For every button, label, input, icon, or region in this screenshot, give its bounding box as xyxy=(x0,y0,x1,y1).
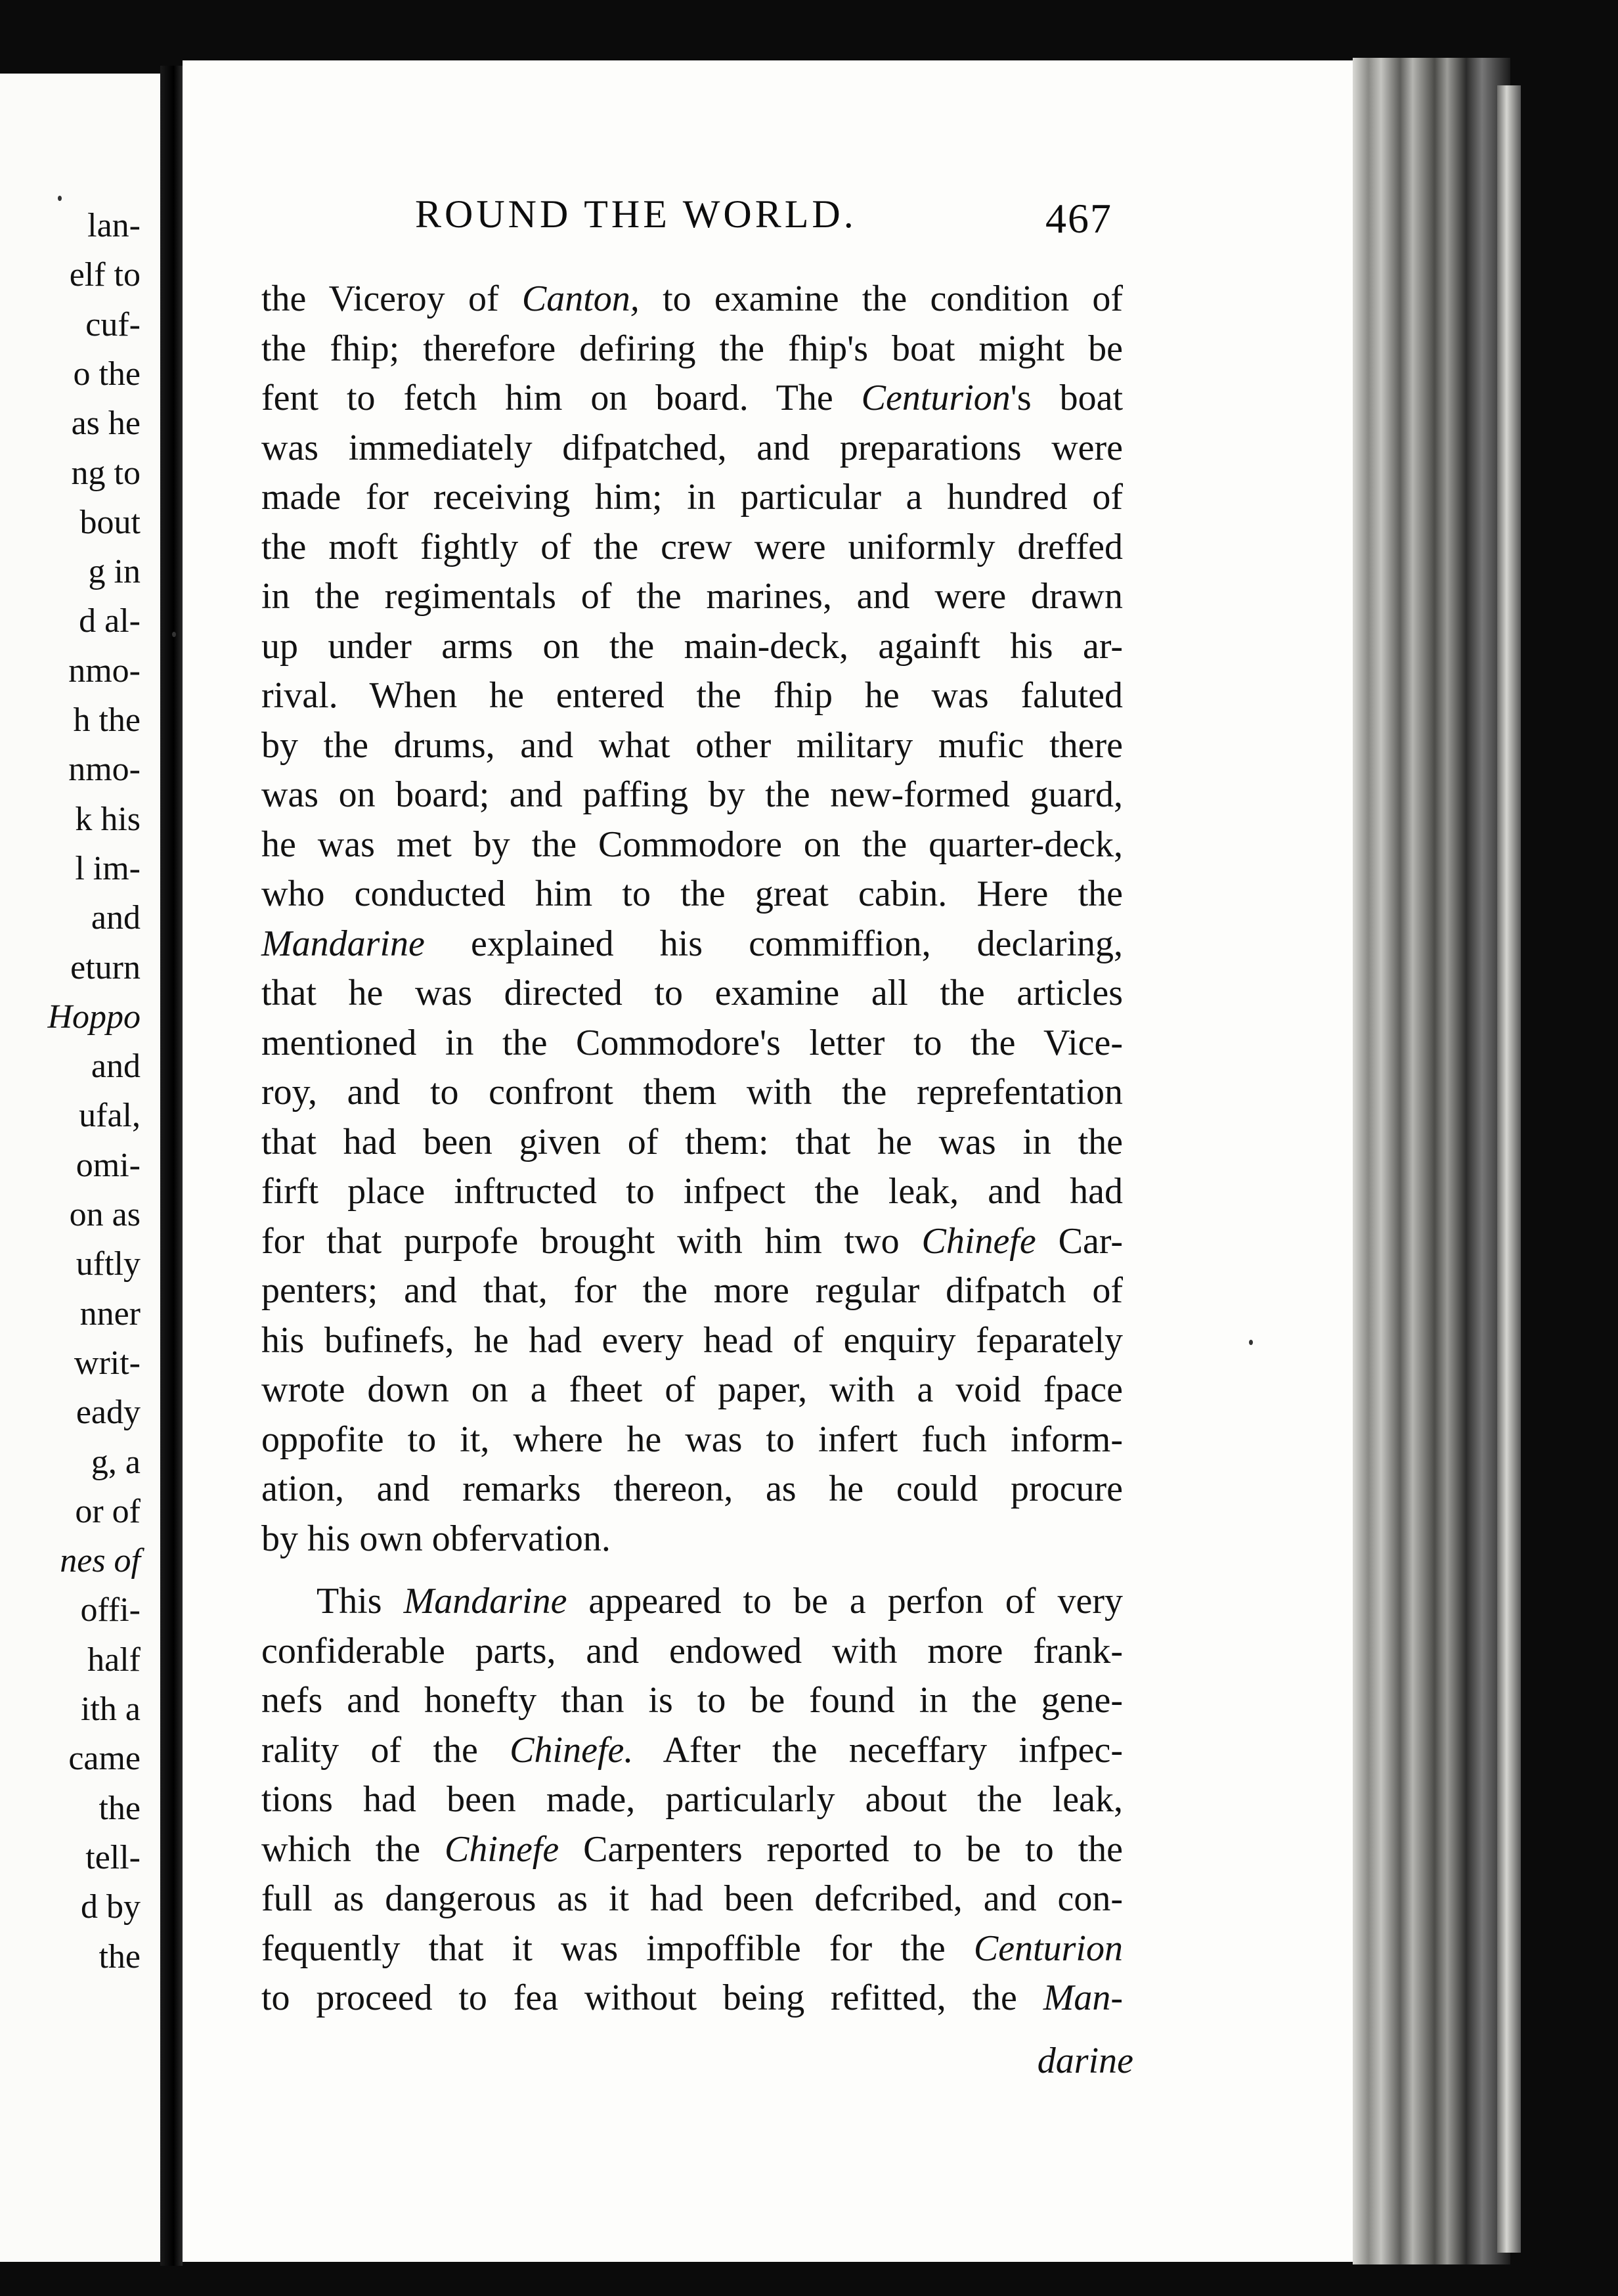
page-fore-edge xyxy=(1353,58,1510,2264)
text-line xyxy=(261,572,1123,622)
left-page-line: tell- xyxy=(85,1838,141,1876)
text-line xyxy=(261,1775,1123,1825)
text-line xyxy=(261,721,1123,771)
text-line xyxy=(261,324,1123,374)
text-run: After the neceffary infpec- xyxy=(633,1729,1123,1771)
left-page-line: bout xyxy=(79,503,141,541)
text-line xyxy=(261,1365,1123,1415)
text-run: the moft fightly of the crew were uniformly dreffed xyxy=(261,526,1123,567)
text-run: his bufinefs, he had every head of enquiry feparately xyxy=(261,1319,1123,1361)
text-run: to examine the condition of xyxy=(639,278,1123,319)
left-page-line: the xyxy=(98,1789,141,1827)
book-cover-edge xyxy=(1497,85,1521,2253)
text-run: oppofite to it, where he was to infert fuch inform- xyxy=(261,1419,1123,1460)
text-run: the fhip; therefore defiring the fhip's boat might be xyxy=(261,328,1123,369)
text-line xyxy=(261,1465,1123,1514)
paper-speck xyxy=(58,196,62,201)
text-line xyxy=(261,1217,1123,1267)
text-run: Car- xyxy=(1036,1220,1123,1262)
left-page-line: eturn xyxy=(70,948,141,986)
text-line xyxy=(261,1167,1123,1217)
italic-text: Chinefe. xyxy=(510,1729,634,1771)
paragraph-1 xyxy=(261,275,1123,1564)
text-line xyxy=(261,1266,1123,1316)
italic-text: Chinefe xyxy=(445,1828,559,1870)
text-run: tions had been made, particularly about the leak, xyxy=(261,1779,1123,1820)
text-line xyxy=(261,919,1123,969)
text-run: that he was directed to examine all the articles xyxy=(261,973,1123,1013)
text-line xyxy=(261,374,1123,424)
left-page-line: nes of xyxy=(60,1542,141,1580)
text-run: 's boat xyxy=(1010,378,1123,418)
paragraph-2 xyxy=(261,1577,1123,2023)
text-line xyxy=(261,671,1123,721)
paper-speck xyxy=(1249,1340,1253,1345)
text-line xyxy=(261,1676,1123,1726)
text-line xyxy=(261,275,1123,324)
text-line xyxy=(261,1627,1123,1677)
text-run: fequently that it was impoffible for the xyxy=(261,1928,974,1969)
text-run: wrote down on a fheet of paper, with a void fpace xyxy=(261,1369,1123,1410)
text-run: firft place inftructed to infpect the leak, and had xyxy=(261,1171,1123,1212)
text-run: to proceed to fea without being refitted, the xyxy=(261,1977,1043,2018)
text-run: that had been given of them: that he was in the xyxy=(261,1121,1123,1162)
text-run: up under arms on the main-deck, againft his ar- xyxy=(261,625,1123,667)
text-run: ation, and remarks thereon, as he could procure xyxy=(261,1468,1123,1509)
text-line xyxy=(261,870,1123,919)
paper-speck xyxy=(172,632,176,637)
left-page-line: uftly xyxy=(76,1245,141,1283)
italic-text: Mandarine xyxy=(403,1581,567,1622)
text-line xyxy=(261,523,1123,573)
running-head: ROUND THE WORLD. xyxy=(415,192,857,236)
left-page-line: ng to xyxy=(71,454,141,492)
left-page-line: g, a xyxy=(91,1443,141,1481)
text-line xyxy=(261,1316,1123,1366)
book-gutter xyxy=(160,66,183,2266)
text-run: who conducted him to the great cabin. Here the xyxy=(261,873,1123,914)
left-page-line: writ- xyxy=(74,1344,141,1382)
text-run: Carpenters reported to be to the xyxy=(559,1828,1123,1870)
previous-page-fragment xyxy=(0,74,160,2262)
text-run: rality of the xyxy=(261,1729,510,1771)
left-page-line: ufal, xyxy=(79,1097,141,1135)
text-run: This xyxy=(317,1581,404,1622)
text-run: penters; and that, for the more regular difpatch of xyxy=(261,1270,1123,1311)
text-run: confiderable parts, and endowed with more frank- xyxy=(261,1630,1123,1671)
text-run: he was met by the Commodore on the quarter-deck, xyxy=(261,824,1123,865)
left-page-line: elf to xyxy=(69,256,141,294)
left-page-line: came xyxy=(68,1740,141,1778)
text-line xyxy=(261,473,1123,523)
left-page-line: g in xyxy=(88,553,141,591)
left-page-line: o the xyxy=(73,355,141,393)
text-line xyxy=(261,1118,1123,1168)
left-page-line: and xyxy=(91,899,141,937)
text-line xyxy=(261,622,1123,672)
text-run: in the regimentals of the marines, and were drawn xyxy=(261,576,1123,617)
left-page-line: omi- xyxy=(76,1146,141,1184)
left-page-line: l im- xyxy=(75,849,141,887)
text-line xyxy=(261,1514,1123,1564)
italic-text: Mandarine xyxy=(261,923,425,964)
left-page-line: k his xyxy=(75,800,141,838)
text-run: made for receiving him; in particular a hundred of xyxy=(261,477,1123,518)
text-line xyxy=(261,1068,1123,1118)
text-line xyxy=(261,1974,1123,2023)
left-page-line: d by xyxy=(81,1888,141,1926)
italic-text: Chinefe xyxy=(921,1220,1036,1262)
text-run: rival. When he entered the fhip he was faluted xyxy=(261,675,1123,716)
text-line xyxy=(261,820,1123,870)
left-page-line: as he xyxy=(71,405,141,443)
text-run: nefs and honefty than is to be found in the gene- xyxy=(261,1680,1123,1721)
page-number: 467 xyxy=(1045,195,1112,242)
text-line xyxy=(261,770,1123,820)
text-run: by his own obfervation. xyxy=(261,1518,611,1559)
text-run: was immediately difpatched, and preparations were xyxy=(261,427,1123,468)
italic-text: Man- xyxy=(1043,1977,1123,2018)
text-run: was on board; and paffing by the new-formed guard, xyxy=(261,774,1123,815)
left-page-line: Hoppo xyxy=(47,998,141,1036)
text-line xyxy=(261,1019,1123,1069)
text-run: fent to fetch him on board. The xyxy=(261,378,862,418)
left-page-line: lan- xyxy=(87,207,141,244)
catchword: darine xyxy=(1037,2041,1133,2081)
text-line xyxy=(261,1825,1123,1875)
text-run: roy, and to confront them with the reprefentation xyxy=(261,1072,1123,1113)
text-run: explained his commiffion, declaring, xyxy=(424,923,1123,964)
left-page-line: eady xyxy=(76,1394,141,1432)
text-line xyxy=(261,1726,1123,1776)
left-page-line: d al- xyxy=(79,602,141,640)
left-page-line: the xyxy=(98,1937,141,1976)
text-run: the Viceroy of xyxy=(261,278,522,319)
left-page-line: on as xyxy=(69,1196,141,1233)
text-run: by the drums, and what other military mufic there xyxy=(261,724,1123,766)
text-run: for that purpofe brought with him two xyxy=(261,1220,922,1262)
text-line xyxy=(261,424,1123,474)
left-page-line: or of xyxy=(75,1492,141,1530)
left-page-line: cuf- xyxy=(85,305,141,343)
body-text xyxy=(261,275,1123,2023)
left-page-line: offi- xyxy=(80,1591,141,1629)
left-page-line: nmo- xyxy=(68,651,141,690)
text-line xyxy=(261,1924,1123,1974)
text-line xyxy=(261,969,1123,1019)
italic-text: Canton, xyxy=(521,278,640,319)
text-run: which the xyxy=(261,1828,445,1870)
text-run: full as dangerous as it had been defcribed, and con- xyxy=(261,1878,1123,1919)
text-line xyxy=(261,1577,1123,1627)
text-run: mentioned in the Commodore's letter to the Vice- xyxy=(261,1022,1123,1063)
text-run: appeared to be a perfon of very xyxy=(567,1581,1123,1622)
italic-text: Centurion xyxy=(861,378,1011,418)
left-page-line: nmo- xyxy=(68,751,141,789)
text-line xyxy=(261,1874,1123,1924)
left-page-line: h the xyxy=(73,701,141,739)
left-page-line: ith a xyxy=(81,1690,141,1728)
left-page-line: nner xyxy=(79,1294,141,1333)
left-page-line: half xyxy=(87,1641,141,1679)
left-page-line: and xyxy=(91,1048,141,1086)
text-line xyxy=(261,1415,1123,1465)
italic-text: Centurion xyxy=(973,1928,1123,1969)
